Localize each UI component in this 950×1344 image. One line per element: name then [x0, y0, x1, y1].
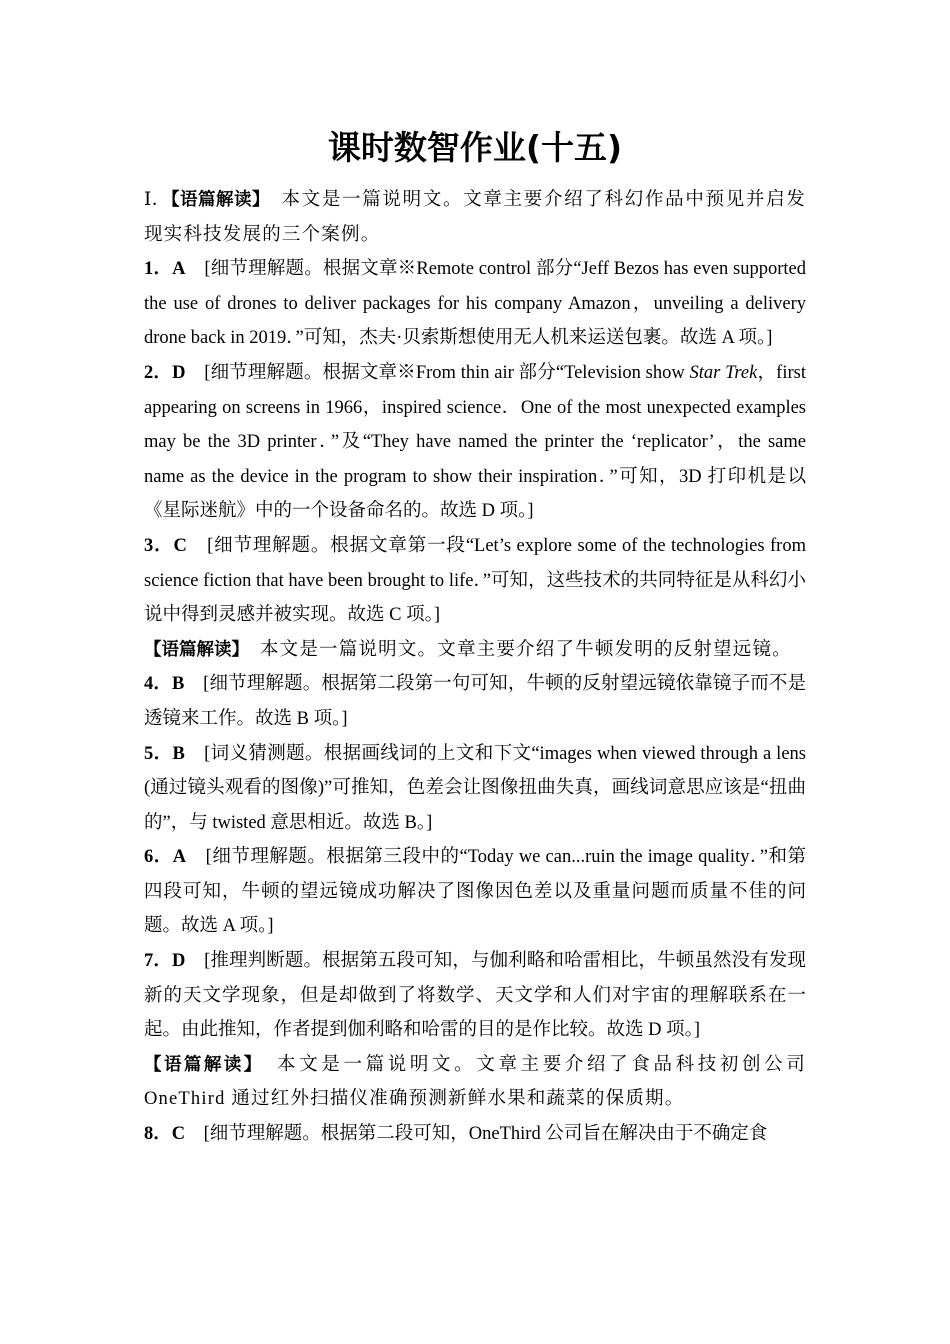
reading-intro-3 [144, 1048, 806, 1117]
answer-key: 2．D [144, 362, 186, 383]
answer-6 [144, 840, 806, 944]
answer-4 [144, 667, 806, 736]
answer-explanation: [细节理解题。根据文章※Remote control 部分“Jeff Bezos has even supported the use of drones to deliver packages for his company Amazon，unveiling a delivery drone back in 2019．”可知，杰夫·贝索斯想使用无人机来运送包裹。故选 A 项。] [144, 259, 806, 349]
passage-heading: 【语篇解读】 [144, 1054, 255, 1075]
answer-explanation: [细节理解题。根据第三段中的“Today we can...ruin the image quality．”和第四段可知，牛顿的望远镜成功解决了图像因色差以及重量问题而质量不佳的问题。故选 A 项。] [144, 847, 806, 937]
passage-summary: 本文是一篇说明文。文章主要介绍了科幻作品中预见并启发现实科技发展的三个案例。 [144, 190, 807, 245]
reading-intro-1 [144, 183, 806, 252]
answer-7 [144, 944, 806, 1048]
answer-3 [144, 529, 806, 633]
answer-explanation: [词义猜测题。根据画线词的上文和下文“images when viewed through a lens (通过镜头观看的图像)”可推知，色差会让图像扭曲失真，画线词意思应该是“扭曲的”，与 twisted 意思相近。故选 B。] [144, 743, 806, 833]
passage-summary: 本文是一篇说明文。文章主要介绍了食品科技初创公司 OneThird 通过红外扫描仪准确预测新鲜水果和蔬菜的保质期。 [144, 1054, 806, 1110]
answer-8 [144, 1117, 806, 1152]
passage-heading: 【语篇解读】 [170, 190, 262, 210]
answer-content [144, 183, 806, 1152]
answer-key: 3．C [144, 535, 187, 556]
passage-summary: 本文是一篇说明文。文章主要介绍了牛顿发明的反射望远镜。 [240, 639, 792, 660]
answer-key: 6．A [144, 847, 187, 868]
answer-explanation-cont: ，first appearing on screens in 1966，inspired science．One of the most unexpected examples may be the 3D printer．”及“They have named the printer the ‘replicator’，the same name as the device in the program to show their inspiration．”可知，3D 打印机是以《星际迷航》中的一个设备命名的。故选 D 项。] [144, 362, 806, 522]
answer-key: 8．C [144, 1124, 186, 1145]
answer-explanation: [推理判断题。根据第五段可知，与伽利略和哈雷相比，牛顿虽然没有发现新的天文学现象，但是却做到了将数学、天文学和人们对宇宙的理解联系在一起。由此推知，作者提到伽利略和哈雷的目的是作比较。故选 D 项。] [144, 951, 806, 1041]
reading-intro-2 [144, 633, 806, 668]
answer-5 [144, 737, 806, 841]
passage-heading: 【语篇解读】 [144, 639, 241, 660]
answer-key: 7．D [144, 951, 186, 972]
page-title: 课时数智作业(十五) [327, 128, 623, 167]
answer-explanation: [细节理解题。根据第二段可知，OneThird 公司旨在解决由于不确定食 [185, 1124, 768, 1145]
show-title-italic: Star Trek [689, 362, 758, 383]
answer-explanation: [细节理解题。根据第二段第一句可知，牛顿的反射望远镜依靠镜子而不是透镜来工作。故选 B 项。] [144, 674, 806, 729]
answer-key: 5．B [144, 743, 185, 764]
answer-explanation: [细节理解题。根据文章※From thin air 部分“Television show [185, 362, 690, 383]
answer-explanation: [细节理解题。根据文章第一段“Let’s explore some of the technologies from science fiction that have been brought to life．”可知，这些技术的共同特征是从科幻小说中得到灵感并被实现。故选 C 项。] [144, 535, 806, 626]
answer-2 [144, 356, 806, 529]
answer-1 [144, 252, 806, 356]
section-number: Ⅰ． [144, 190, 171, 210]
answer-key: 4．B [144, 674, 185, 695]
answer-key: 1．A [144, 259, 186, 280]
